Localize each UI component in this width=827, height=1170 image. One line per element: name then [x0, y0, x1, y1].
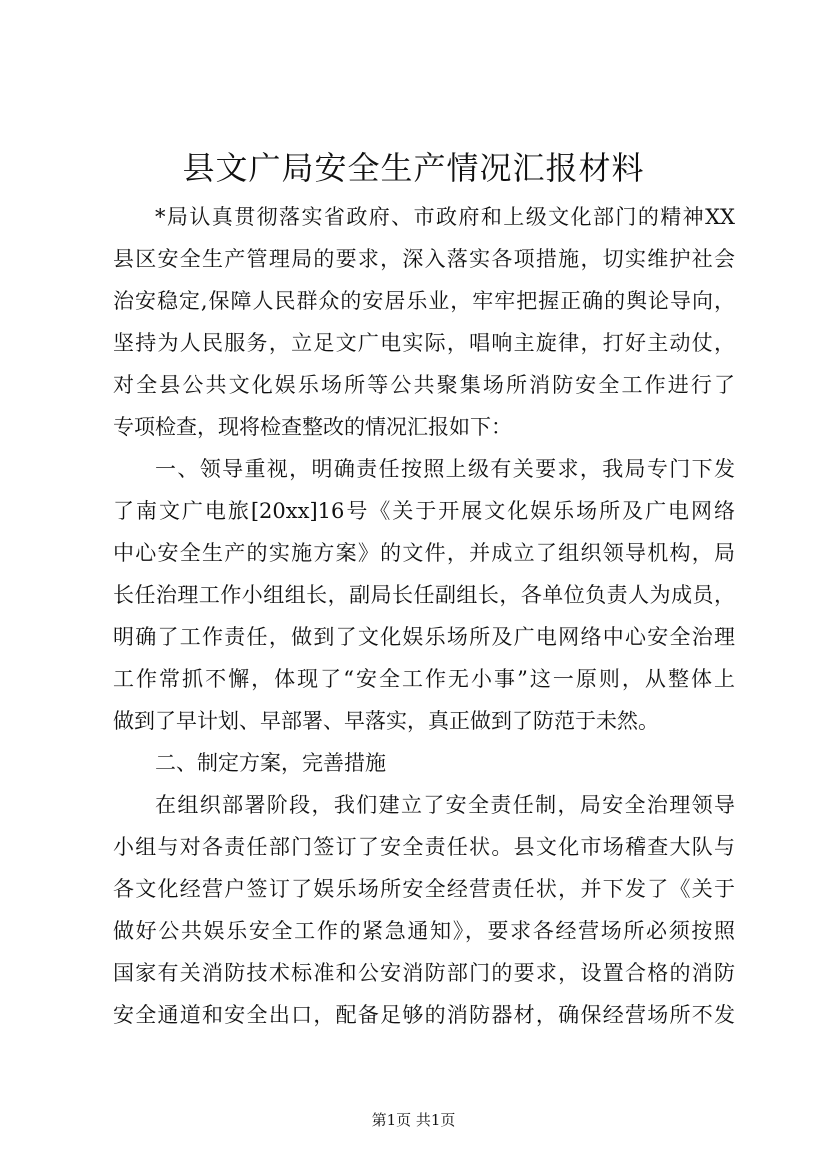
text-line-content: 长任治理工作小组组长，副局长任副组长，各单位负责人为成员， [113, 583, 735, 607]
text-line [113, 532, 735, 574]
text-line-content: 了南文广电旅[20xx]16号《关于开展文化娱乐场所及广电网络 [113, 499, 735, 523]
text-line-content: 专项检查，现将检查整改的情况汇报如下： [113, 415, 512, 439]
text-line [113, 826, 735, 868]
text-line [113, 700, 735, 742]
text-line-content: 二、制定方案，完善措施 [155, 751, 386, 775]
text-line-content: 明确了工作责任，做到了文化娱乐场所及广电网络中心安全治理 [113, 625, 735, 649]
text-line-content: 国家有关消防技术标准和公安消防部门的要求，设置合格的消防 [113, 961, 735, 985]
text-line-content: 一、领导重视，明确责任按照上级有关要求，我局专门下发 [155, 457, 735, 481]
text-line-content: 中心安全生产的实施方案》的文件，并成立了组织领导机构，局 [113, 541, 735, 565]
document-title: 县文广局安全生产情况汇报材料 [182, 149, 645, 187]
text-line-content: 小组与对各责任部门签订了安全责任状。县文化市场稽查大队与 [113, 835, 735, 859]
page-footer: 第1页 共1页 [371, 1111, 456, 1129]
text-line-content: 安全通道和安全出口，配备足够的消防器材，确保经营场所不发 [113, 1003, 735, 1027]
text-line [113, 868, 735, 910]
text-line-content: 做好公共娱乐安全工作的紧急通知》，要求各经营场所必须按照 [113, 919, 735, 943]
text-line-content: 坚持为人民服务，立足文广电实际，唱响主旋律，打好主动仗， [113, 331, 735, 355]
text-line-content: 在组织部署阶段，我们建立了安全责任制，局安全治理领导 [155, 793, 735, 817]
text-line [113, 322, 735, 364]
text-line [113, 196, 735, 238]
text-line [113, 910, 735, 952]
text-line [113, 994, 735, 1036]
text-line-content: 各文化经营户签订了娱乐场所安全经营责任状，并下发了《关于 [113, 877, 735, 901]
text-line [113, 574, 735, 616]
text-line-content: *局认真贯彻落实省政府、市政府和上级文化部门的精神XX [155, 205, 735, 229]
text-line [113, 616, 735, 658]
text-line [113, 658, 735, 700]
text-line-content: 县区安全生产管理局的要求，深入落实各项措施，切实维护社会 [113, 247, 735, 271]
text-line-content: 做到了早计划、早部署、早落实，真正做到了防范于未然。 [113, 709, 659, 733]
text-line [113, 448, 735, 490]
text-line [113, 742, 735, 784]
document-body [113, 196, 735, 1036]
text-line-content: 对全县公共文化娱乐场所等公共聚集场所消防安全工作进行了 [113, 373, 735, 397]
text-line [113, 952, 735, 994]
text-line [113, 406, 735, 448]
text-line [113, 490, 735, 532]
text-line-content: 工作常抓不懈，体现了“安全工作无小事”这一原则，从整体上 [113, 667, 735, 691]
text-line [113, 784, 735, 826]
text-line [113, 238, 735, 280]
text-line-content: 治安稳定,保障人民群众的安居乐业，牢牢把握正确的舆论导向， [113, 289, 735, 313]
text-line [113, 280, 735, 322]
text-line [113, 364, 735, 406]
